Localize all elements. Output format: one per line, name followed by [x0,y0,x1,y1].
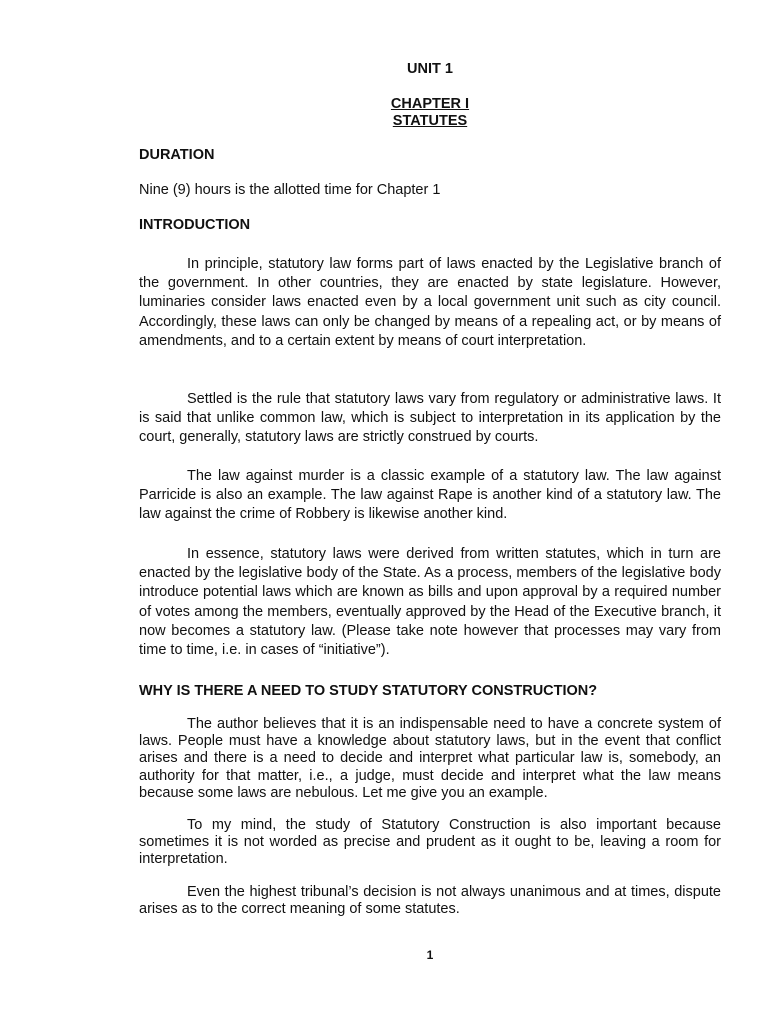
intro-paragraph-2: Settled is the rule that statutory laws vary from regulatory or administrative laws. It is said that unlike common law, which is subject to interpretation in its application by the court, generally, statutory laws are strictly construed by courts. [139,391,721,446]
unit-heading: UNIT 1 [407,61,453,77]
intro-paragraph-1: In principle, statutory law forms part of laws enacted by the Legislative branch of the government. In other countries, they are enacted by state legislature. However, luminaries consider laws enacted even by a local government unit such as city council. Accordingly, these laws can only be changed by means of a repealing act, or by means of amendments, and to a certain extent by means of court interpretation. [139,256,721,349]
intro-paragraph-4: In essence, statutory laws were derived from written statutes, which in turn are enacted by the legislative body of the State. As a process, members of the legislative body introduce potential laws which are known as bills and upon approval by a required number of votes among the members, eventually approved by the Head of the Executive branch, it now becomes a statutory law. (Please take note however that processes may vary from time to time, i.e. in cases of “initiative”). [139,546,721,659]
introduction-heading: INTRODUCTION [139,217,251,233]
duration-text: Nine (9) hours is the allotted time for Chapter 1 [139,182,441,198]
why-paragraph-1: The author believes that it is an indispensable need to have a concrete system of laws. People must have a knowledge about statutory laws, but in the event that conflict arises and there is a need to decide and interpret what particular law is, somebody, an authority for that matter, i.e., a judge, must decide and interpret what the law means because some laws are nebulous. Let me give you an example. [139,716,721,801]
duration-heading: DURATION [139,147,215,163]
intro-paragraph-3: The law against murder is a classic example of a statutory law. The law against Parricide is also an example. The law against Rape is another kind of a statutory law. The law against the crime of Robbery is likewise another kind. [139,468,721,523]
why-paragraph-3: Even the highest tribunal’s decision is not always unanimous and at times, dispute arises as to the correct meaning of some statutes. [139,884,721,918]
chapter-title: STATUTES [392,113,468,129]
chapter-heading: CHAPTER I [390,96,470,112]
page-number: 1 [426,948,434,962]
why-heading: WHY IS THERE A NEED TO STUDY STATUTORY CONSTRUCTION? [139,683,598,699]
why-paragraph-2: To my mind, the study of Statutory Construction is also important because sometimes it is not worded as precise and prudent as it ought to be, leaving a room for interpretation. [139,817,721,868]
